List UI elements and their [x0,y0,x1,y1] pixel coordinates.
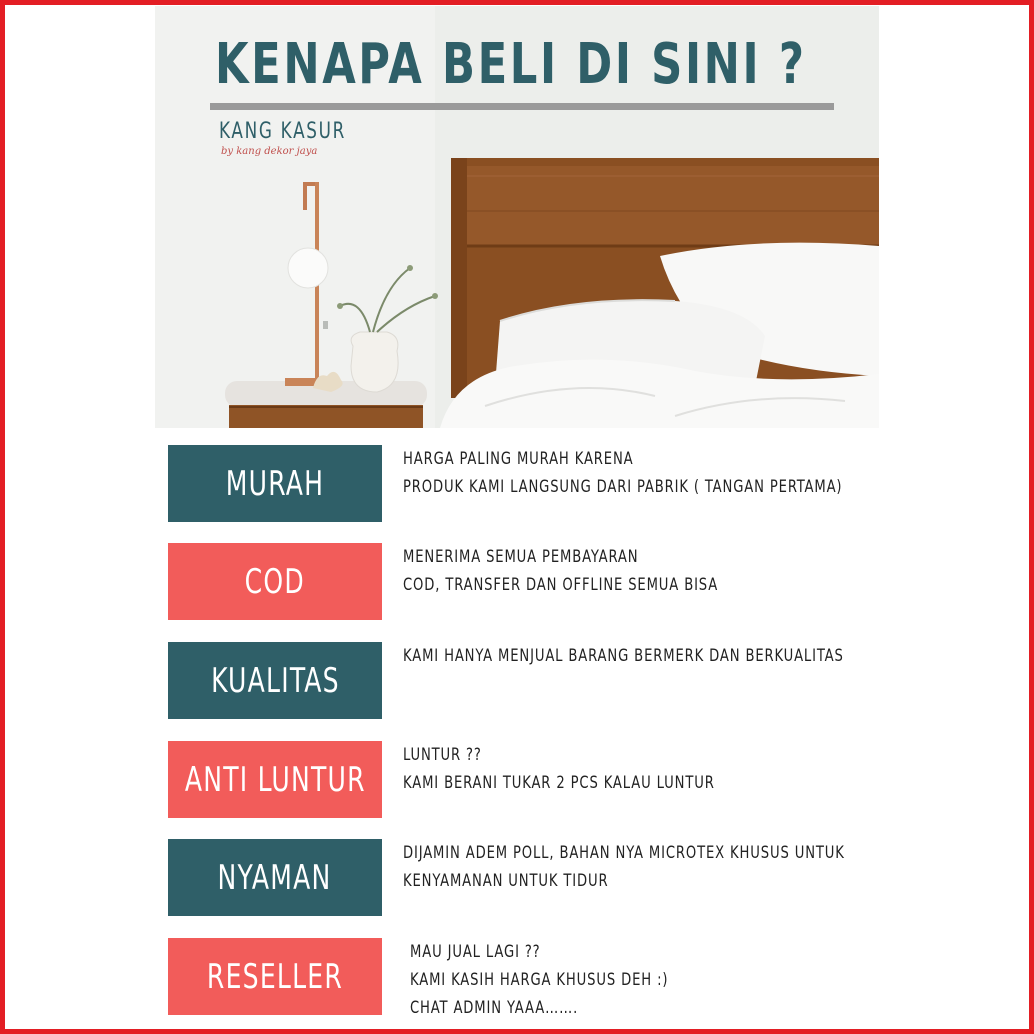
feature-description [403,543,923,599]
feature-description [403,642,923,670]
feature-badge-label: RESELLER [206,956,344,997]
feature-description-line: KAMI KASIH HARGA KHUSUS DEH :) [410,970,669,990]
feature-description-line: LUNTUR ?? [403,745,482,765]
feature-description-line: KAMI BERANI TUKAR 2 PCS KALAU LUNTUR [403,773,715,793]
feature-description-line: MENERIMA SEMUA PEMBAYARAN [403,547,639,567]
feature-description-line: CHAT ADMIN YAAA……. [410,998,579,1018]
feature-badge [168,938,382,1015]
page-title: KENAPA BELI DI SINI ? [215,32,807,97]
feature-badge-label: KUALITAS [210,660,340,701]
feature-badge-label: MURAH [225,463,325,504]
feature-badge-label: NYAMAN [217,857,333,898]
feature-badge [168,839,382,916]
feature-description-line: KENYAMANAN UNTUK TIDUR [403,871,609,891]
feature-description [410,938,930,1022]
feature-description-line: PRODUK KAMI LANGSUNG DARI PABRIK ( TANGAN PERTAMA) [403,477,843,497]
feature-description-line: MAU JUAL LAGI ?? [410,942,541,962]
feature-description-line: KAMI HANYA MENJUAL BARANG BERMERK DAN BERKUALITAS [403,646,844,666]
feature-description-line: DIJAMIN ADEM POLL, BAHAN NYA MICROTEX KHUSUS UNTUK [403,843,845,863]
bedroom-photo [155,6,879,428]
feature-badge [168,543,382,620]
brand-tagline: by kang dekor jaya [221,146,318,157]
feature-badge-label: ANTI LUNTUR [184,759,366,800]
feature-badge-label: COD [244,561,306,602]
feature-badge [168,642,382,719]
brand-name: KANG KASUR [219,119,347,144]
feature-description-line: COD, TRANSFER DAN OFFLINE SEMUA BISA [403,575,719,595]
feature-description-line: HARGA PALING MURAH KARENA [403,449,634,469]
title-underline [210,103,834,110]
feature-description [403,839,923,895]
feature-badge [168,741,382,818]
feature-description [403,741,923,797]
feature-description [403,445,923,501]
feature-badge [168,445,382,522]
